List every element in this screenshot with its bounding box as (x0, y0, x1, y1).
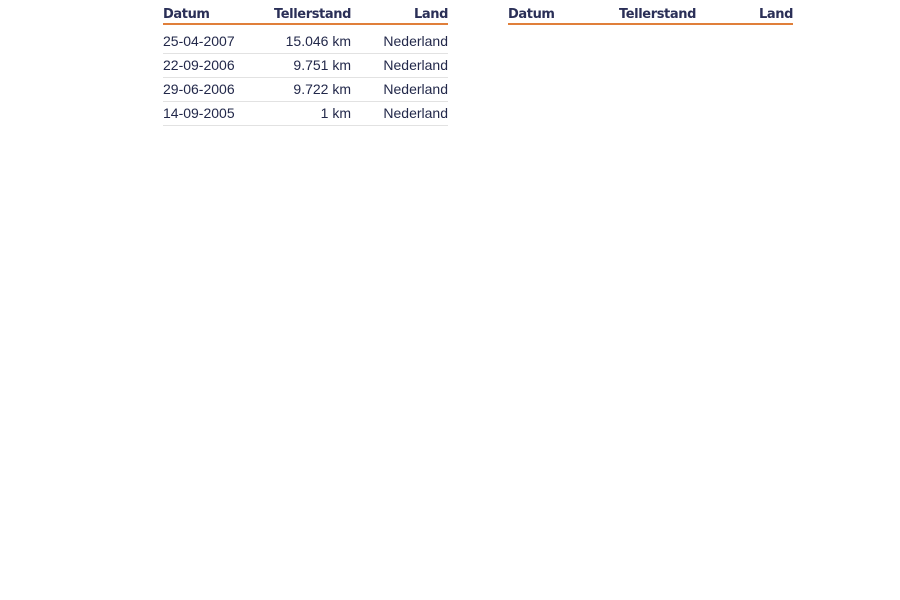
cell-land: Nederland (383, 81, 448, 97)
header-land: Land (758, 7, 793, 22)
cell-datum: 29-06-2006 (163, 81, 235, 97)
cell-tellerstand: 9.751 km (293, 57, 351, 73)
cell-land: Nederland (383, 105, 448, 121)
table-row (163, 30, 448, 54)
table-body (508, 25, 793, 30)
cell-land: Nederland (383, 57, 448, 73)
header-datum: Datum (508, 7, 555, 22)
table-header (163, 5, 448, 25)
cell-land: Nederland (383, 33, 448, 49)
header-land: Land (413, 7, 448, 22)
table-row (163, 102, 448, 126)
table-body (163, 25, 448, 126)
cell-datum: 25-04-2007 (163, 33, 235, 49)
cell-tellerstand: 1 km (320, 105, 351, 121)
odometer-table-right (508, 5, 793, 30)
header-tellerstand: Tellerstand (274, 7, 351, 22)
table-row (163, 78, 448, 102)
header-datum: Datum (163, 7, 210, 22)
cell-datum: 14-09-2005 (163, 105, 235, 121)
cell-tellerstand: 9.722 km (293, 81, 351, 97)
header-tellerstand: Tellerstand (619, 7, 696, 22)
cell-datum: 22-09-2006 (163, 57, 235, 73)
cell-tellerstand: 15.046 km (285, 33, 351, 49)
table-header (508, 5, 793, 25)
table-row (163, 54, 448, 78)
odometer-table-left (163, 5, 448, 126)
